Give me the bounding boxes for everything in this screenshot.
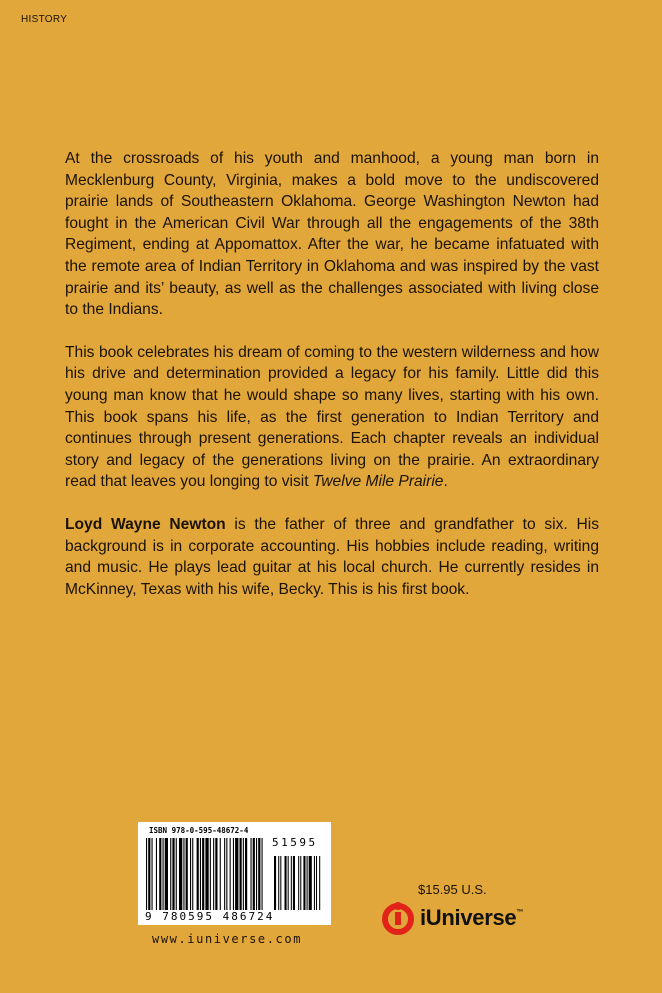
barcode-bar	[170, 838, 171, 910]
barcode-bar	[197, 838, 199, 910]
barcode-bar	[235, 838, 238, 910]
barcode-bar	[245, 838, 247, 910]
barcode-bar	[205, 838, 208, 910]
barcode-bar	[293, 856, 295, 910]
barcode-bar	[224, 838, 225, 910]
genre-label: HISTORY	[21, 14, 68, 25]
barcode-bar	[278, 856, 279, 910]
barcode-bar	[253, 838, 255, 910]
barcode-bar	[240, 838, 242, 910]
barcode-bar	[258, 838, 260, 910]
publisher-website: www.iuniverse.com	[152, 932, 303, 946]
barcode-bar	[307, 856, 308, 910]
author-name: Loyd Wayne Newton	[65, 515, 226, 533]
barcode-bar	[300, 856, 301, 910]
barcode-bar	[146, 838, 147, 910]
blurb-paragraph-2-text: This book celebrates his dream of coming to the western wilderness and how his drive and determination provided a legacy for his family. Little did this young man know that he would shape so many lives, starting with his own. This book spans his life, as the first generation to Indian Territory and continues through present generations. Each chapter reveals an individual story and legacy of the generations living on the prairie. An extraordinary read that leaves you longing to visit	[65, 343, 599, 491]
barcode-bar	[172, 838, 174, 910]
barcode-bar	[303, 856, 305, 910]
price-label: $15.95 U.S.	[418, 882, 487, 897]
barcode-bar	[243, 838, 244, 910]
back-cover-blurb	[65, 148, 599, 621]
barcode-bar	[280, 856, 281, 910]
publisher-name	[420, 905, 523, 931]
barcode-panel	[138, 822, 331, 925]
barcode-bar	[230, 838, 231, 910]
barcode-bar	[319, 856, 320, 910]
blurb-paragraph-2	[65, 342, 599, 493]
barcode-bar	[202, 838, 204, 910]
barcode-bar	[176, 838, 177, 910]
ean-digits: 9 780595 486724	[145, 910, 275, 923]
barcode-bar	[156, 838, 157, 910]
barcode-bar	[183, 838, 184, 910]
barcode-bar	[190, 838, 191, 910]
barcode-bar	[165, 838, 168, 910]
isbn-label: ISBN 978-0-595-48672-4	[149, 826, 249, 835]
barcode-bar	[314, 856, 315, 910]
barcode-bar	[159, 838, 161, 910]
book-title: Twelve Mile Prairie	[312, 473, 444, 491]
author-bio-text: is the father of three and grandfather to six. His background is in corporate accounting. His hobbies include reading, writing and music. He plays lead guitar at his local church. He currently resides in McKinney, Texas with his wife, Becky. This is his first book.	[65, 515, 599, 598]
barcode-bar	[316, 856, 317, 910]
author-bio	[65, 514, 599, 600]
barcode-bar	[163, 838, 164, 910]
trademark-symbol: ™	[516, 909, 524, 916]
barcode-bar	[251, 838, 252, 910]
barcode-bar	[233, 838, 234, 910]
iuniverse-logo-icon	[380, 900, 416, 936]
barcode-bar	[148, 838, 150, 910]
barcode-bar	[179, 838, 182, 910]
publisher-name-text: iUniverse	[420, 905, 517, 930]
price-code-digits: 51595	[272, 836, 318, 849]
barcode-bar	[213, 838, 214, 910]
barcode-bar	[309, 856, 312, 910]
barcode-bar	[226, 838, 227, 910]
barcode-bar	[192, 838, 193, 910]
publisher-logo	[380, 898, 523, 938]
barcode-bar	[285, 856, 287, 910]
blurb-paragraph-2-end: .	[443, 473, 448, 491]
barcode-bar	[274, 856, 276, 910]
barcode-bar	[210, 838, 211, 910]
barcode-bar	[220, 838, 221, 910]
barcode-bar	[152, 838, 153, 910]
barcode-bar	[291, 856, 292, 910]
barcode-bar	[288, 856, 289, 910]
barcode-bar	[215, 838, 217, 910]
barcode-bar	[186, 838, 188, 910]
barcode-bar	[256, 838, 257, 910]
barcode-bar	[298, 856, 299, 910]
barcode-bar	[262, 838, 263, 910]
barcode-bar	[200, 838, 201, 910]
blurb-paragraph-1: At the crossroads of his youth and manhood, a young man born in Mecklenburg County, Virginia, makes a bold move to the undiscovered prairie lands of Southeastern Oklahoma. George Washington Newton had fought in the American Civil War through all the engagements of the 38th Regiment, ending at Appomattox. After the war, he became infatuated with the remote area of Indian Territory in Oklahoma and was inspired by the vast prairie and its’ beauty, as well as the challenges associated with living close to the Indians.	[65, 150, 599, 319]
